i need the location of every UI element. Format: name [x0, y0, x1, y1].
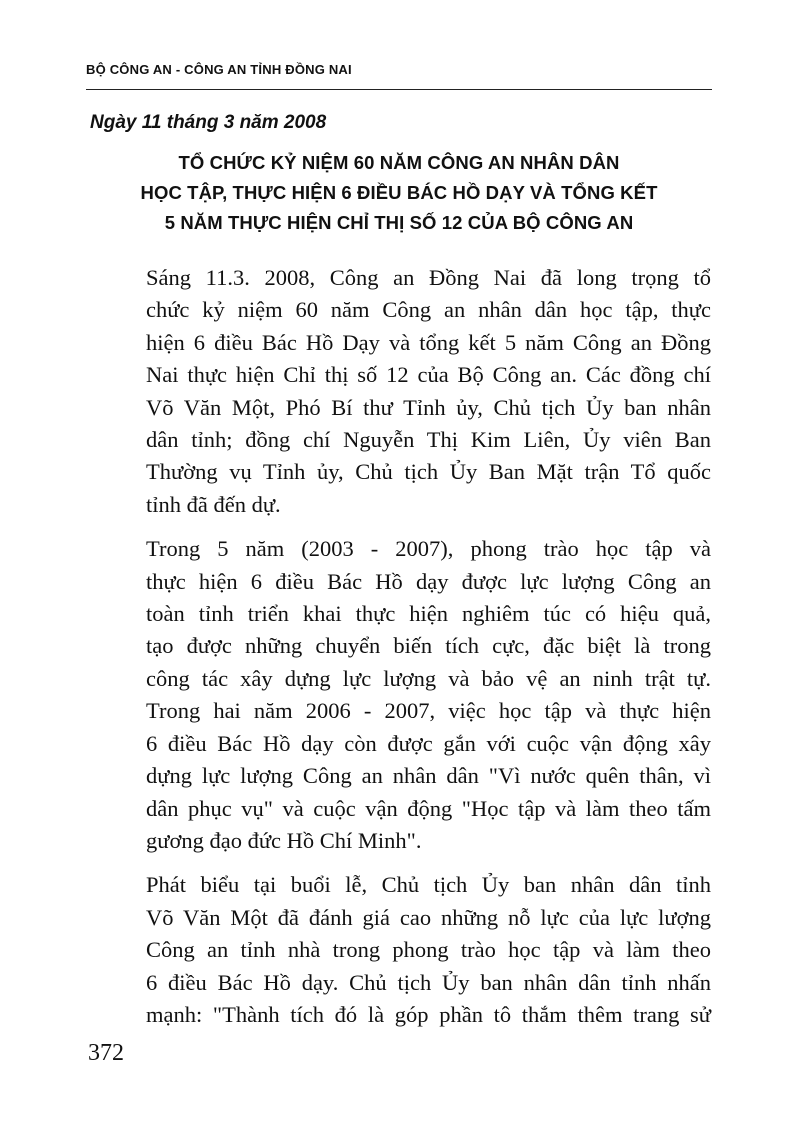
article-date: Ngày 11 tháng 3 năm 2008 [90, 112, 327, 133]
text-line: chức kỷ niệm 60 năm Công an nhân dân học tập, thực [146, 297, 711, 323]
text-line: toàn tỉnh triển khai thực hiện nghiêm túc có hiệu quả, [146, 601, 711, 627]
text-line: 6 điều Bác Hồ dạy. Chủ tịch Ủy ban nhân dân tỉnh nhấn [146, 969, 711, 995]
text-line: công tác xây dựng lực lượng và bảo vệ an ninh trật tự. [146, 665, 711, 691]
paragraph-1 [94, 262, 711, 521]
text-line: Võ Văn Một, Phó Bí thư Tỉnh ủy, Chủ tịch Ủy ban nhân [146, 394, 711, 420]
text-line: Sáng 11.3. 2008, Công an Đồng Nai đã long trọng tổ [146, 265, 711, 290]
text-line: Thường vụ Tỉnh ủy, Chủ tịch Ủy Ban Mặt trận Tổ quốc [146, 459, 711, 485]
title-line: HỌC TẬP, THỰC HIỆN 6 ĐIỀU BÁC HỒ DẠY VÀ TỔNG KẾT [140, 182, 658, 203]
text-line: Công an tỉnh nhà trong phong trào học tập và làm theo [146, 937, 711, 963]
text-line: Trong hai năm 2006 - 2007, việc học tập và thực hiện [146, 698, 711, 724]
page-number: 372 [88, 1040, 124, 1066]
header-divider [86, 89, 712, 90]
text-line: dân phục vụ" và cuộc vận động "Học tập và làm theo tấm [146, 795, 711, 821]
text-line: thực hiện 6 điều Bác Hồ dạy được lực lượng Công an [146, 568, 711, 594]
text-line: dân tỉnh; đồng chí Nguyễn Thị Kim Liên, Ủy viên Ban [146, 427, 711, 453]
text-line: hiện 6 điều Bác Hồ Dạy và tổng kết 5 năm Công an Đồng [146, 329, 711, 355]
text-line: Nai thực hiện Chỉ thị số 12 của Bộ Công an. Các đồng chí [146, 362, 711, 388]
text-line: Võ Văn Một đã đánh giá cao những nỗ lực của lực lượng [146, 904, 711, 930]
article-title [86, 148, 712, 238]
text-line: gương đạo đức Hồ Chí Minh". [146, 827, 422, 853]
article-body [94, 262, 711, 1043]
text-line: Trong 5 năm (2003 - 2007), phong trào học tập và [146, 536, 711, 562]
text-line: tỉnh đã đến dự. [146, 491, 281, 517]
paragraph-3 [94, 869, 711, 1031]
text-line: Phát biểu tại buổi lễ, Chủ tịch Ủy ban nhân dân tỉnh [146, 872, 711, 898]
text-line: tạo được những chuyển biến tích cực, đặc biệt là trong [146, 633, 711, 659]
text-line: dựng lực lượng Công an nhân dân "Vì nước quên thân, vì [146, 763, 711, 789]
title-line: 5 NĂM THỰC HIỆN CHỈ THỊ SỐ 12 CỦA BỘ CÔNG AN [164, 212, 634, 233]
text-line: 6 điều Bác Hồ dạy còn được gắn với cuộc vận động xây [146, 730, 711, 756]
title-line: TỔ CHỨC KỶ NIỆM 60 NĂM CÔNG AN NHÂN DÂN [178, 152, 620, 173]
paragraph-2 [94, 533, 711, 857]
text-line: mạnh: "Thành tích đó là góp phần tô thắm thêm trang sử [146, 1001, 711, 1027]
running-header: BỘ CÔNG AN - CÔNG AN TỈNH ĐỒNG NAI [86, 62, 352, 77]
